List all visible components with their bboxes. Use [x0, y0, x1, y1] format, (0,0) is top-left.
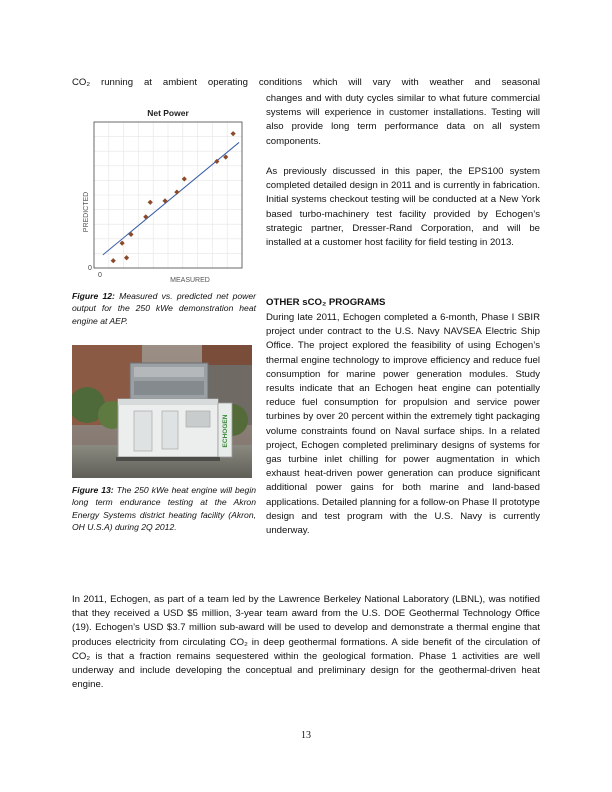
figure-13-label: Figure 13:	[72, 485, 114, 495]
data-point	[148, 200, 153, 205]
chart-gridlines	[94, 122, 242, 268]
figure-12-label: Figure 12:	[72, 291, 115, 301]
figure-12-caption-text: Measured vs. predicted net power output for the 250 kWe demonstration heat engine at AEP.	[72, 291, 256, 326]
x-tick-label: 0	[98, 272, 102, 279]
geothermal-paragraph: In 2011, Echogen, as part of a team led by the Lawrence Berkeley National Laboratory (LBNL), was notified that they received a USD $5 million, 3-year team award from the U.S. DOE Geothermal Technology Office (19). Echogen’s USD $3.7 million sub-award will be used to develop and demonstrate a thermal engine that produces electricity from circulating CO₂ in deep geothermal formations. A side benefit of the circulation of CO₂ is that a fraction remains sequestered within the geological formation. Phase 1 activities are well underway and include developing the conceptual and preliminary design for the geothermal-driven heat engine.	[72, 594, 540, 691]
net-power-chart	[72, 100, 252, 285]
photo-echogen-lettering: ECHOGEN	[222, 414, 229, 448]
figure-13-caption	[72, 484, 256, 534]
figure-12-caption	[72, 290, 256, 327]
data-point	[143, 214, 148, 219]
data-point	[182, 176, 187, 181]
y-axis-label: PREDICTED	[83, 191, 90, 233]
data-point	[231, 131, 236, 136]
section-heading: OTHER sCO₂ PROGRAMS	[266, 297, 386, 308]
data-point	[111, 258, 116, 263]
navy-program-paragraph: During late 2011, Echogen completed a 6-month, Phase I SBIR project under contract to the U.S. Navy NAVSEA Electric Ship Office. The project explored the feasibility of using Echogen’s thermal engine technology to improve efficiency and reduce fuel consumption for marine power generation modules. Study results indicate that an Echogen heat engine can potentially reduce fuel consumption for propulsion and service power turbines by over 20 percent within the extremely tight packaging volume constraints found on Naval surface ships. In a related project, Echogen completed preliminary designs of systems for gas turbine inlet chilling for power augmentation in which exhaust heat-driven power generation can produce significant additional power gains for both marine and land-based applications. Detailed planning for a follow-on Phase II prototype design and test program with the U.S. Navy is currently underway.	[266, 312, 540, 537]
chart-title: Net Power	[147, 108, 189, 118]
data-point	[120, 241, 125, 246]
eps100-paragraph: As previously discussed in this paper, the EPS100 system completed detailed design in 2011 and is currently in fabrication. Initial systems checkout testing will be conducted at a New York based turbo-machinery test facility provided by Echogen’s strategic partner, Dresser-Rand Corporation, and will be installed at a customer host facility for field testing in 2013.	[266, 166, 540, 249]
page-number: 13	[301, 730, 311, 741]
data-point	[124, 255, 129, 260]
x-axis-label: MEASURED	[170, 277, 210, 284]
y-tick-label: 0	[88, 265, 92, 272]
intro-paragraph-continued: changes and with duty cycles similar to what future commercial systems will experience in customer installations. Testing will also provide long term performance data on all system components.	[266, 93, 540, 147]
heat-engine-photo	[72, 345, 252, 478]
figure-13-caption-text: The 250 kWe heat engine will begin long term endurance testing at the Akron Energy Systems district heating facility (Akron, OH U.S.A) during 2Q 2012.	[72, 485, 257, 533]
intro-first-line: CO₂ running at ambient operating conditions which will vary with weather and seasonal	[72, 77, 540, 88]
data-point	[174, 189, 179, 194]
